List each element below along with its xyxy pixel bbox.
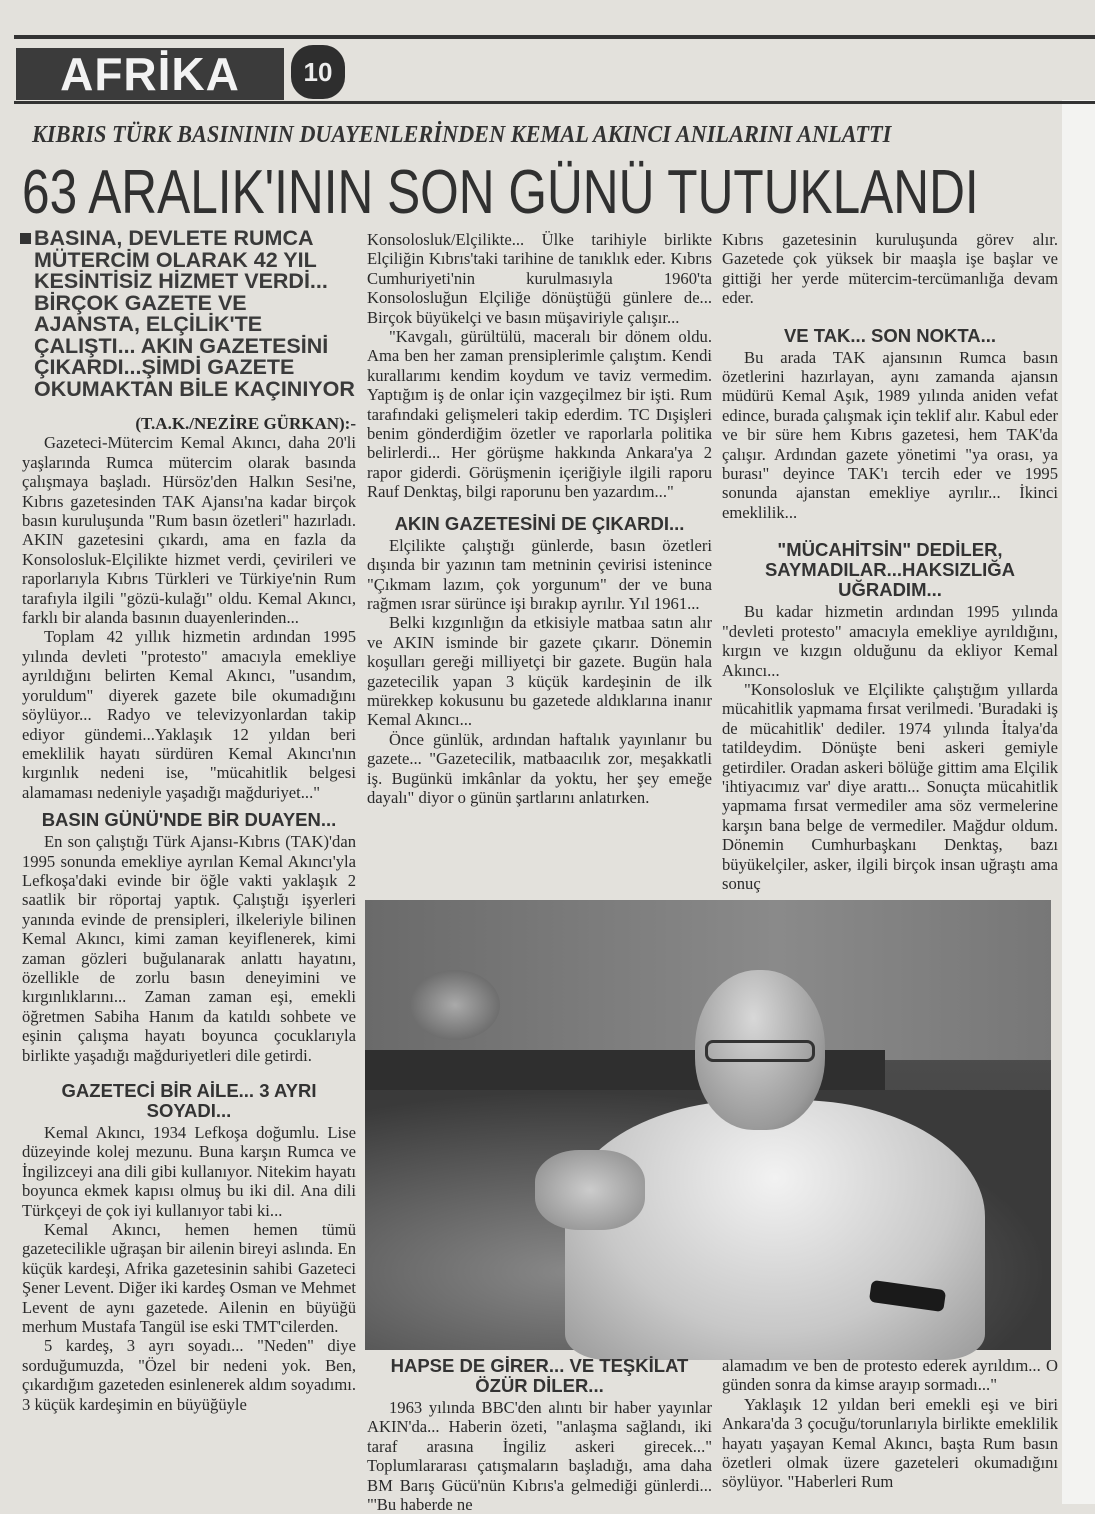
paragraph: Bu arada TAK ajansının Rumca basın özetlerini hazırlayan, aynı zamanda ajansın müdürü Kemal Aşık, 1989 yılında aniden vefat edince, burada çalışmak için teklif alır. Kabul eder ve bir süre hem Kıbrıs gazetesi, hem TAK'da çalışır. Ardından gazete yönetimi "ya orası, ya burası" deyince TAK'ı tercih eder ve 1995 sonunda ajanstan emekliye ayrılır... İkinci emeklilik... [722, 347, 1058, 522]
column-3-bottom [722, 1356, 1058, 1504]
paragraph: Bu kadar hizmetin ardından 1995 yılında "devleti protesto" amacıyla emekliye ayrıldığını, kırgın ve kızgın olduğunu da ekliyor Kemal Akıncı... [722, 602, 1058, 680]
paragraph: Kemal Akıncı, hemen hemen tümü gazetecilikle uğraşan bir ailenin bireyi aslında. En küçük kardeşi, Afrika gazetesinin sahibi Gazeteci Şener Levent. Diğer iki kardeş Osman ve Mehmet Levent de aynı gazetede. Ailenin en büyüğü merhum Mustafa Tangül ise eski TMT'cilerden. [22, 1220, 356, 1337]
paper-edge [1062, 100, 1095, 1504]
photo-hand [535, 1150, 645, 1230]
paragraph: En son çalıştığı Türk Ajansı-Kıbrıs (TAK)'dan 1995 sonunda emekliye ayrılan Kemal Akıncı'yla Lefkoşa'daki evinde bir öğle vakti yaklaşık 2 saatlik bir röportaj yaptık. Çalıştığı işyerleri yanında evinde de prensipleri, ilkeleriyle bilinen Kemal Akıncı, kimi zaman keyiflenerek, kimi zaman gözleri buğulanarak anlattı hayatını, özellikle de zorlu basın deneyimini ve kırgınlıklarını... Zaman zaman eşi, emekli öğretmen Sabiha Hanım da katıldı sohbete ve eşinin çalışma hayatı boyunca çocuklarıyla birlikte yaşadığı mağduriyetleri dile getirdi. [22, 832, 356, 1065]
deck-text: BASINA, DEVLETE RUMCA MÜTERCİM OLARAK 42 YIL KESİNTİSİZ HİZMET VERDİ... BİRÇOK GAZETE VE AJANSTA, ELÇİLİK'TE ÇALIŞTI... AKIN GAZETESİNİ ÇIKARDI...ŞİMDİ GAZETE OKUMAKTAN BİLE KAÇINIYOR [34, 226, 355, 401]
subheading: HAPSE DE GİRER... VE TEŞKİLAT ÖZÜR DİLER... [390, 1355, 689, 1396]
top-rule [14, 35, 1095, 39]
subheading: GAZETECİ BİR AİLE... 3 AYRI SOYADI... [61, 1080, 317, 1121]
paragraph: Kemal Akıncı, 1934 Lefkoşa doğumlu. Lise düzeyinde kolej mezunu. Buna karşın Rumca ve İngilizceyi ana dili gibi kullanıyor. Nitekim hayatı boyunca ekmek kapısı olmuş bu iki dil. Ana dili Türkçeyi de çok iyi kullanıyor tabi ki... [22, 1123, 356, 1220]
masthead-logo: AFRİKA [16, 48, 284, 100]
photo-kemal-akinci [365, 900, 1051, 1350]
paragraph: "Kavgalı, gürültülü, maceralı bir dönem oldu. Ama ben her zaman prensiplerimle çalıştım. Kendi kurallarımı kendim koydum ve taviz vermedim. Yaptığım iş de onlar için vazgeçilmez bir işti. Rum tarafındaki gelişmeleri takip ederdim. TC Dışişleri benim gönderdiğim özetler ve raporlarla politika belirlerdi... Her görüşme hakkında Ankara'ya 2 rapor giderdi. Görüşmenin içeriğiyle ilgili raporu Rauf Denktaş, bilgi raporunu ben yazardım..." [367, 327, 712, 502]
page-number: 10 [291, 45, 345, 99]
column-3-top [722, 230, 1058, 893]
paragraph: alamadım ve ben de protesto ederek ayrıldım... O günden sonra da kimse arayıp sormadı..." [722, 1356, 1058, 1395]
paragraph: 5 kardeş, 3 ayrı soyadı... "Neden" diye sorduğumuzda, "Özel bir nedeni yok. Ben, çıkardığım gazeteden esinlenerek aldım soyadımı. 3 küçük kardeşimin en büyüğüyle [22, 1336, 356, 1414]
photo-glasses [705, 1040, 815, 1062]
paragraph: Toplam 42 yıllık hizmetin ardından 1995 yılında devleti "protesto" amacıyla emekliye ayrıldığını belirten Kemal Akıncı, "usandım, yoruldum" diyerek gazete bile okumadığını söylüyor... Radyo ve televizyonlardan takip ediyor gündemi...Yaklaşık 12 yıldan beri emeklilik hayatı sürdüren Kemal Akıncı'nın kırgınlık nedeni ise, "mücahitlik belgesi alamaması nedeniyle yaşadığı mağduriyet..." [22, 627, 356, 802]
subheading: BASIN GÜNÜ'NDE BİR DUAYEN... [41, 809, 337, 831]
subheading: AKIN GAZETESİNİ DE ÇIKARDI... [394, 512, 685, 534]
paragraph: Kıbrıs gazetesinin kuruluşunda görev alır. Gazetede çok yüksek bir maaşla işe başlar ve gittiği her yerde mütercim-tercümanlığa devam eder. [722, 230, 1058, 308]
paragraph: Önce günlük, ardından haftalık yayınlanır bu gazete... "Gazetecilik, matbaacılık zor, meşakkatli iş. Bugünkü imkânlar da yoktu, her şey emeğe dayalı" diyor o günün şartlarını anlatırken. [367, 729, 712, 807]
paragraph: 1963 yılında BBC'den alıntı bir haber yayınlar AKIN'da... Haberin özeti, "anlaşma sağlandı, iki taraf arasına İngiliz askeri girecek..." Toplumlararası çatışmaların başladığı, ama daha BM Barış Gücü'nün Kıbrıs'a gelmediği günlerdi... "'Bu haberde ne [367, 1398, 712, 1514]
byline: (T.A.K./NEZİRE GÜRKAN):- [135, 414, 356, 433]
column-1 [22, 228, 356, 1504]
masthead-rule [14, 101, 1095, 104]
photo-man-shirt [565, 1100, 985, 1360]
kicker: KIBRIS TÜRK BASINININ DUAYENLERİNDEN KEMAL AKINCI ANILARINI ANLATTI [32, 122, 892, 148]
headline: 63 ARALIK'ININ SON GÜNÜ TUTUKLANDI [22, 158, 979, 227]
bullet-square-icon [20, 233, 31, 244]
paragraph: Yaklaşık 12 yıldan beri emekli eşi ve biri Ankara'da 3 çocuğu/torunlarıyla birlikte emeklilik hayatı yaşayan Kemal Akıncı, başta Rum basın özetleri olmak üzere gazeteleri okumadığını söylüyor. "Haberleri Rum [722, 1394, 1058, 1492]
paragraph: Konsolosluk/Elçilikte... Ülke tarihiyle birlikte Elçiliğin Kıbrıs'taki tarihine de tanıklık eder. Kıbrıs Cumhuriyeti'nin kurulmasıyla 1960'ta Konsolosluğun Elçiliğe dönüştüğü günlere de... Birçok büyükelçi ve basın müşaviriyle çalışır... [367, 230, 712, 327]
deck [22, 228, 356, 400]
column-2-top [367, 230, 712, 890]
paragraph: Gazeteci-Mütercim Kemal Akıncı, daha 20'li yaşlarında Rumca mütercim olarak basında çalışmaya başladı. Hürsöz'den Halkın Sesi'ne, Kıbrıs gazetesinden TAK Ajansı'na kadar birçok basın kuruluşunda "Rum basın özetleri" hazırladı. AKIN gazetesini çıkardı, ama en fazla da Konsolosluk-Elçilikte hizmet verdi, çevirileri ve raporlarıyla Kıbrıs Türkleri ve Türkiye'nin Rum tarafıyla ilgili "gözü-kulağı" oldu. Kemal Akıncı, farklı bir alanda basının duayenlerinden... [22, 433, 356, 628]
paragraph: Belki kızgınlığın da etkisiyle matbaa satın alır ve AKIN isminde bir gazete çıkarır. Dönemin koşulları gereği milliyetçi bir gazete. Bugün hala gazetecilik yapan 3 küçük kardeşinin de ilk mürekkep kokusunu bu gazetede aldıklarına inanır Kemal Akıncı... [367, 613, 712, 730]
column-2-bottom [367, 1355, 712, 1514]
paragraph: Elçilikte çalıştığı günlerde, basın özetleri dışında bir yazının tam metninin çevirisi istenince "Çıkmam lazım, çok yorgunum" der ve buna rağmen ısrar sürünce işi bırakıp ayrılır. Yıl 1961... [367, 535, 712, 613]
subheading: "MÜCAHİTSİN" DEDİLER, SAYMADILAR...HAKSIZLIĞA UĞRADIM... [764, 539, 1016, 601]
paragraph: "Konsolosluk ve Elçilikte çalıştığım yıllarda mücahitlik yapmama fırsat verilmedi. 'Buradaki iş de mücahitlik' dediler. 1974 yılında İtalya'da tatildeydim. Dönüşte beni askeri gemiyle getirdiler. Oradan askeri bölüğe gittim ama Elçilik 'ihtiyacımız var' diye arattı... Sonuçta mücahitlik yapmama fırsat vermediler ama söz vermelerine karşın bana belge de vermediler. Mağdur oldum. Dönemin Cumhurbaşkanı Denktaş, bazı büyükelçiler, asker, ilgili birçok insan uğraştı ama sonuç [722, 679, 1058, 893]
subheading: VE TAK... SON NOKTA... [783, 324, 997, 346]
photo-decorative-plate [410, 970, 500, 1040]
